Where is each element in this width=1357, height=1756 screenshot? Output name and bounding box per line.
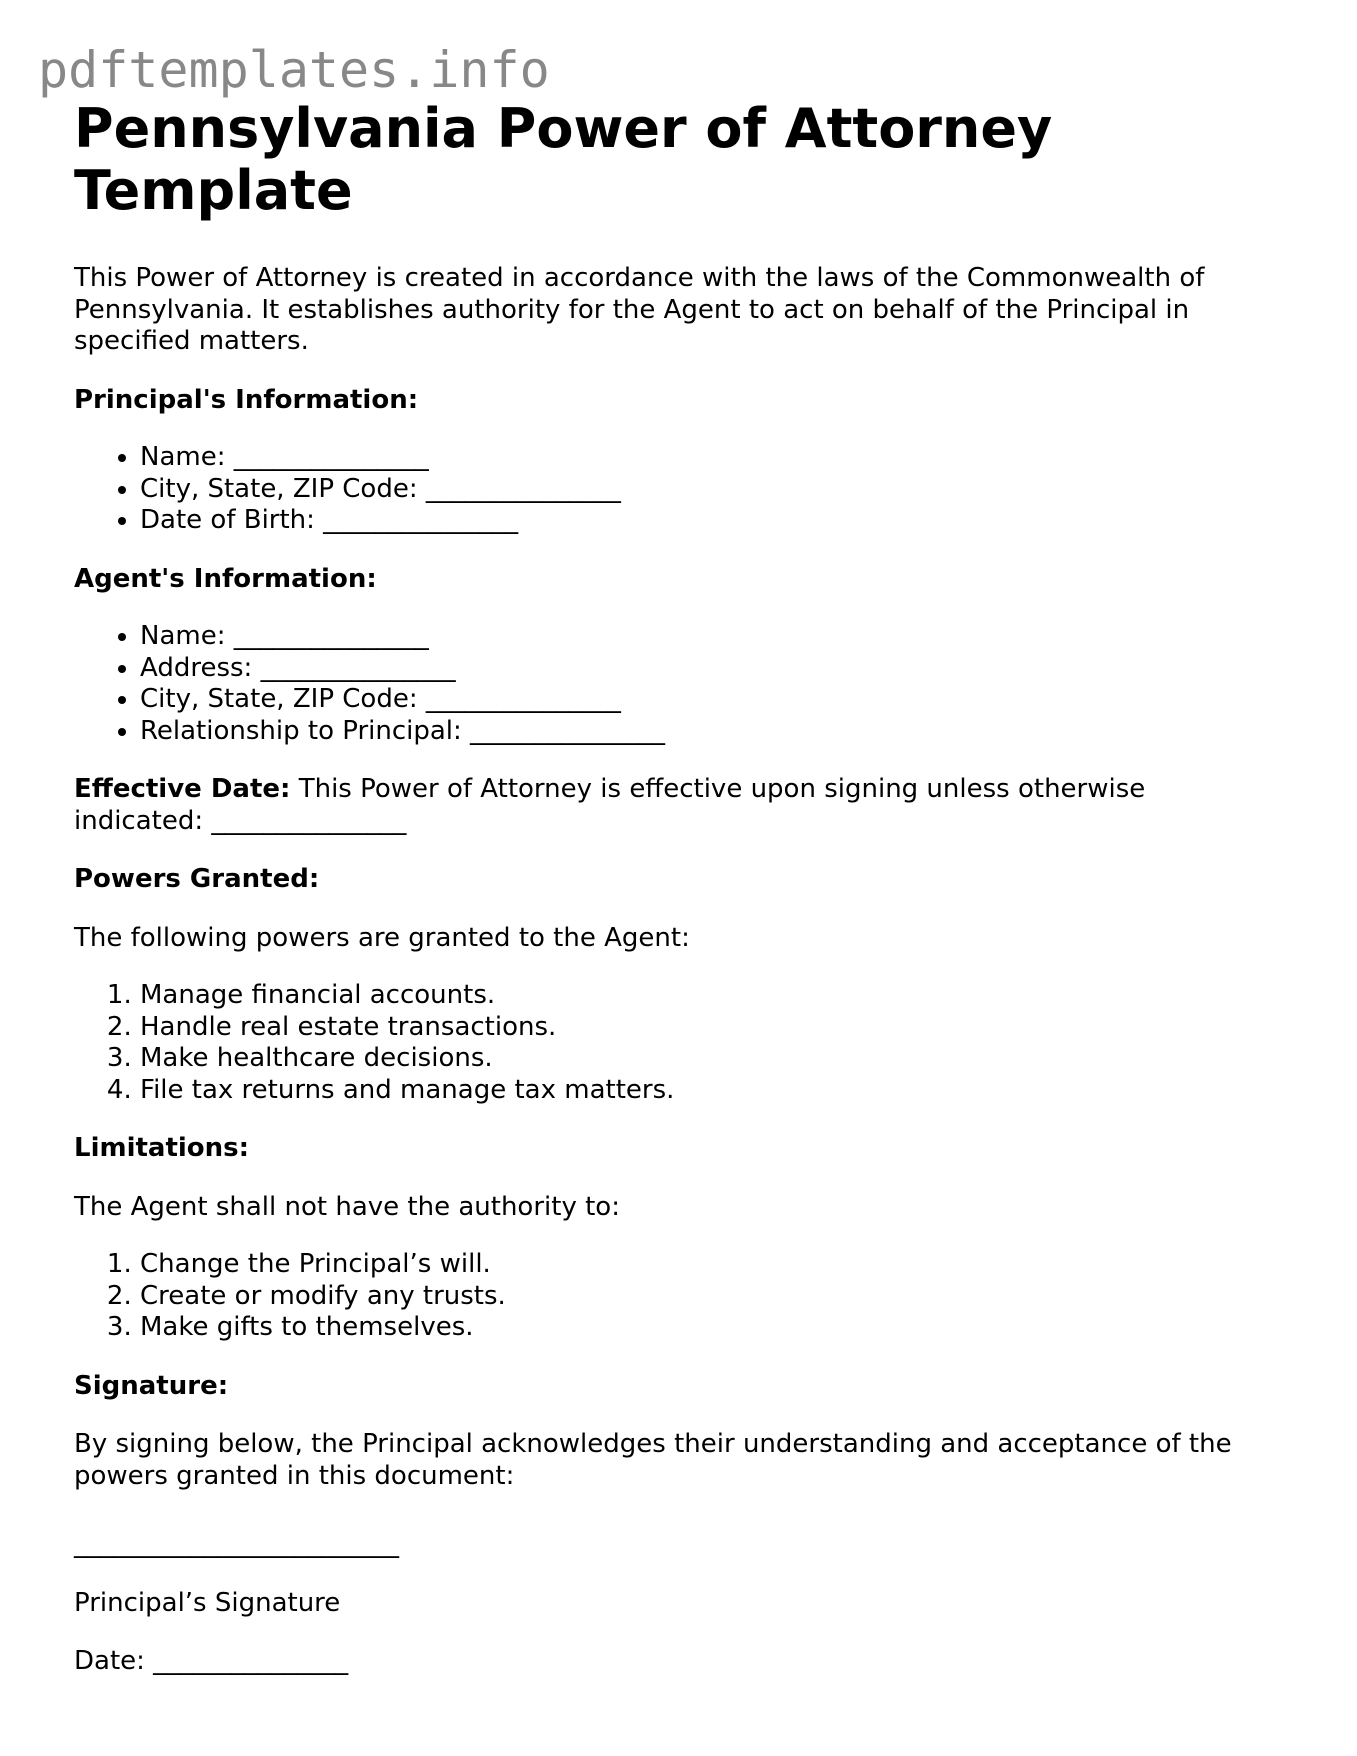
signature-label: Principal’s Signature [74, 1587, 341, 1618]
intro-paragraph: This Power of Attorney is created in accordance with the laws of the Commonwealth of Pennsylvania. It establishes authority for the Agent to act on behalf of the Principal in specified matters. [74, 263, 1205, 356]
limitation-item: 1. Change the Principal’s will. [140, 1249, 1274, 1281]
limitations-intro: The Agent shall not have the authority to: [74, 1191, 620, 1222]
power-item: 4. File tax returns and manage tax matters. [140, 1075, 1274, 1107]
agent-heading: Agent's Information: [74, 563, 377, 594]
power-item: 1. Manage financial accounts. [140, 980, 1274, 1012]
powers-list [74, 980, 1274, 1106]
power-item: 2. Handle real estate transactions. [140, 1012, 1274, 1044]
agent-fields [74, 621, 1274, 747]
limitations-list [74, 1249, 1274, 1344]
watermark: pdftemplates.info [38, 41, 550, 99]
limitation-item: 2. Create or modify any trusts. [140, 1281, 1274, 1313]
agent-relationship-field: • Relationship to Principal: _______________ [140, 716, 1274, 748]
principal-fields [74, 442, 1274, 537]
agent-city-field: • City, State, ZIP Code: _______________ [140, 684, 1274, 716]
principal-name-field: • Name: _______________ [140, 442, 1274, 474]
signature-heading: Signature: [74, 1370, 229, 1401]
effective-date-paragraph [74, 774, 1274, 837]
agent-name-field: • Name: _______________ [140, 621, 1274, 653]
agent-address-field: • Address: _______________ [140, 653, 1274, 685]
powers-intro: The following powers are granted to the Agent: [74, 922, 690, 953]
signature-date-field: Date: _______________ [74, 1646, 349, 1676]
principal-heading: Principal's Information: [74, 384, 419, 415]
effective-date-text: This Power of Attorney is effective upon signing unless otherwise indicated: _______________ [74, 774, 1146, 836]
effective-date-label: Effective Date: [74, 774, 291, 804]
signature-line: _________________________ [74, 1529, 399, 1559]
limitation-item: 3. Make gifts to themselves. [140, 1312, 1274, 1344]
principal-city-field: • City, State, ZIP Code: _______________ [140, 474, 1274, 506]
document-title: Pennsylvania Power of Attorney Template [74, 97, 1053, 222]
document-page [74, 98, 1274, 1678]
limitations-heading: Limitations: [74, 1133, 250, 1163]
powers-heading: Powers Granted: [74, 864, 320, 894]
power-item: 3. Make healthcare decisions. [140, 1043, 1274, 1075]
signature-intro: By signing below, the Principal acknowledges their understanding and acceptance of the powers granted in this document: [74, 1429, 1232, 1491]
principal-dob-field: • Date of Birth: _______________ [140, 505, 1274, 537]
